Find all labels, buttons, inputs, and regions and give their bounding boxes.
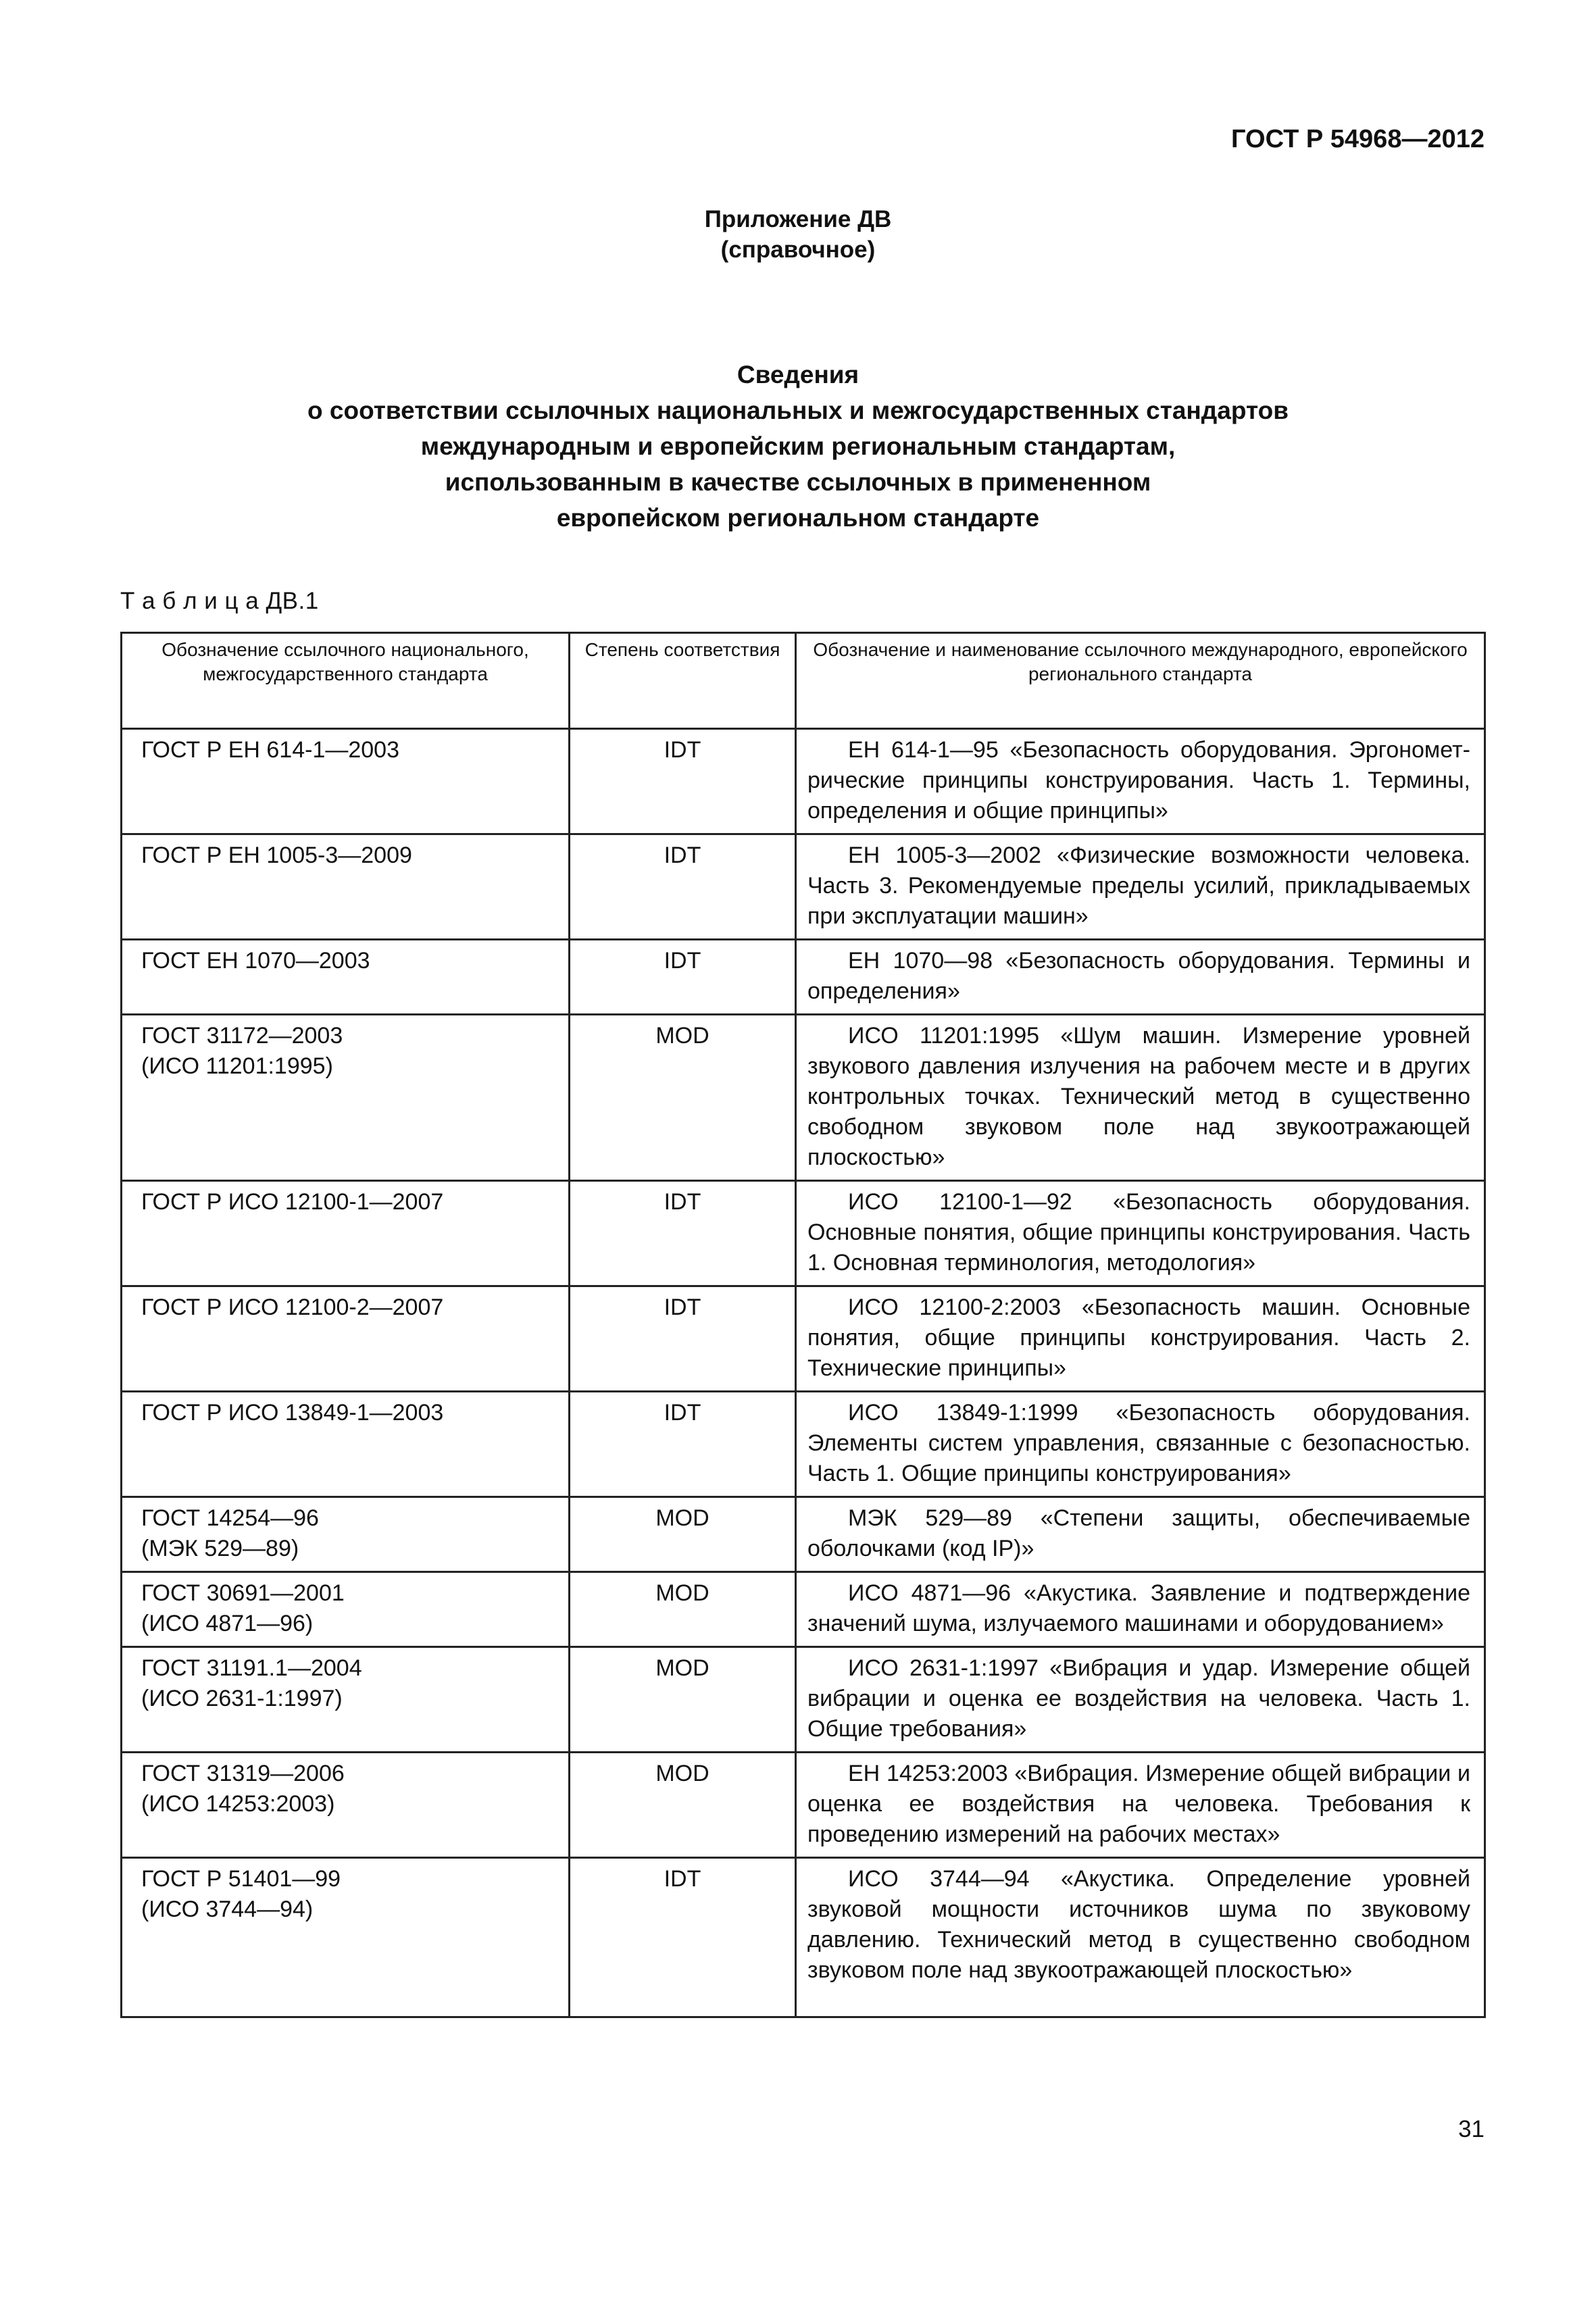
table-row <box>122 1015 1485 1181</box>
national-standard-cell <box>122 1181 570 1286</box>
national-standard-line: ГОСТ Р ЕН 1005-3—2009 <box>141 842 412 868</box>
degree-cell: IDT <box>570 1286 796 1392</box>
national-standard-cell <box>122 1497 570 1572</box>
table-row <box>122 1647 1485 1753</box>
correspondence-table <box>120 632 1486 2018</box>
table-row <box>122 1497 1485 1572</box>
national-standard-line: ГОСТ 31191.1—2004 <box>141 1655 362 1681</box>
table-header-row <box>122 633 1485 729</box>
national-standard-cell <box>122 1286 570 1392</box>
national-standard-cell <box>122 1647 570 1753</box>
degree-cell: IDT <box>570 834 796 940</box>
table-row <box>122 1392 1485 1497</box>
heading-line: использованным в качестве ссылочных в примененном <box>445 468 1151 496</box>
national-standard-cell <box>122 834 570 940</box>
international-standard-cell: ЕН 614-1—95 «Безопасность оборудования. Эргонометрические принципы конструирования. Часть 1. Термины, определения и общие принципы» <box>796 729 1485 834</box>
national-standard-line: ГОСТ Р 51401—99 <box>141 1866 341 1892</box>
national-standard-cell <box>122 1572 570 1647</box>
table-row <box>122 1572 1485 1647</box>
table-body <box>122 729 1485 2017</box>
international-standard-cell: ИСО 12100-1—92 «Безопасность оборудования. Основные понятия, общие принципы конструирования. Часть 1. Основная терминология, методология» <box>796 1181 1485 1286</box>
document-code: ГОСТ Р 54968—2012 <box>1231 125 1485 153</box>
national-standard-cell <box>122 940 570 1015</box>
national-standard-line: ГОСТ 31319—2006 <box>141 1761 345 1786</box>
international-standard-cell: ИСО 13849-1:1999 «Безопасность оборудования. Элементы систем управления, связанные с безопасностью. Часть 1. Общие принципы конструирования» <box>796 1392 1485 1497</box>
annex-type: (справочное) <box>720 236 876 263</box>
annex-title: Приложение ДВ <box>704 206 892 232</box>
degree-cell: MOD <box>570 1753 796 1858</box>
national-standard-cell <box>122 1753 570 1858</box>
heading-line: о соответствии ссылочных национальных и межгосударственных стандартов <box>307 397 1289 424</box>
heading-line: международным и европейским региональным стандартам, <box>420 432 1176 460</box>
column-header-national: Обозначение ссылочного национального, межгосударственного стандарта <box>122 633 570 729</box>
national-standard-line: (ИСО 14253:2003) <box>141 1791 335 1817</box>
heading-line: европейском региональном стандарте <box>556 504 1040 532</box>
international-standard-cell: ИСО 12100-2:2003 «Безопасность машин. Основные понятия, общие принципы конструирования. Часть 2. Технические принципы» <box>796 1286 1485 1392</box>
heading-line: Сведения <box>737 361 859 388</box>
table-row <box>122 1858 1485 2017</box>
section-heading <box>0 357 1596 536</box>
international-standard-cell: МЭК 529—89 «Степени защиты, обеспечиваемые оболочками (код IP)» <box>796 1497 1485 1572</box>
national-standard-line: ГОСТ Р ЕН 614-1—2003 <box>141 737 399 763</box>
national-standard-cell <box>122 1392 570 1497</box>
table-caption: Т а б л и ц а ДВ.1 <box>120 588 319 614</box>
international-standard-cell: ИСО 4871—96 «Акустика. Заявление и подтверждение значений шума, излучаемого машинами и оборудованием» <box>796 1572 1485 1647</box>
national-standard-line: (ИСО 2631-1:1997) <box>141 1686 343 1711</box>
degree-cell: IDT <box>570 1181 796 1286</box>
table-row <box>122 729 1485 834</box>
degree-cell: MOD <box>570 1572 796 1647</box>
national-standard-cell <box>122 1015 570 1181</box>
table-row <box>122 834 1485 940</box>
degree-cell: MOD <box>570 1497 796 1572</box>
column-header-international: Обозначение и наименование ссылочного международного, европейского регионального стандарта <box>796 633 1485 729</box>
national-standard-line: (МЭК 529—89) <box>141 1536 299 1561</box>
national-standard-line: ГОСТ Р ИСО 13849-1—2003 <box>141 1400 444 1426</box>
international-standard-cell: ЕН 14253:2003 «Вибрация. Измерение общей вибрации и оценка ее воздействия на человека. Требования к проведению измерений на рабочих местах» <box>796 1753 1485 1858</box>
table-row <box>122 1753 1485 1858</box>
column-header-degree: Степень соответствия <box>570 633 796 729</box>
international-standard-cell: ЕН 1005-3—2002 «Физические возможности человека. Часть 3. Рекомендуемые пределы усилий, прикладываемых при эксплуатации машин» <box>796 834 1485 940</box>
national-standard-line: (ИСО 11201:1995) <box>141 1053 333 1079</box>
national-standard-line: ГОСТ ЕН 1070—2003 <box>141 948 370 974</box>
national-standard-line: ГОСТ Р ИСО 12100-2—2007 <box>141 1294 444 1320</box>
international-standard-cell: ИСО 3744—94 «Акустика. Определение уровней звуковой мощности источников шума по звуковому давлению. Технический метод в существенно свободном звуковом поле над звукоотражающей плоскостью» <box>796 1858 1485 2017</box>
national-standard-line: ГОСТ Р ИСО 12100-1—2007 <box>141 1189 444 1215</box>
degree-cell: MOD <box>570 1015 796 1181</box>
degree-cell: IDT <box>570 729 796 834</box>
national-standard-line: ГОСТ 14254—96 <box>141 1505 319 1531</box>
international-standard-cell: ИСО 2631-1:1997 «Вибрация и удар. Измерение общей вибрации и оценка ее воздействия на человека. Часть 1. Общие требования» <box>796 1647 1485 1753</box>
international-standard-cell: ИСО 11201:1995 «Шум машин. Измерение уровней звукового давления излучения на рабочем месте и в других контрольных точках. Технический метод в существенно свободном звуковом поле над звукоотражающей плоскостью» <box>796 1015 1485 1181</box>
international-standard-cell: ЕН 1070—98 «Безопасность оборудования. Термины и определения» <box>796 940 1485 1015</box>
table-row <box>122 1286 1485 1392</box>
national-standard-line: ГОСТ 31172—2003 <box>141 1023 343 1049</box>
national-standard-cell <box>122 1858 570 2017</box>
degree-cell: IDT <box>570 940 796 1015</box>
national-standard-line: (ИСО 4871—96) <box>141 1611 314 1636</box>
degree-cell: IDT <box>570 1858 796 2017</box>
national-standard-line: ГОСТ 30691—2001 <box>141 1580 345 1606</box>
national-standard-cell <box>122 729 570 834</box>
page-number: 31 <box>1458 2116 1485 2142</box>
table-row <box>122 940 1485 1015</box>
degree-cell: MOD <box>570 1647 796 1753</box>
national-standard-line: (ИСО 3744—94) <box>141 1896 314 1922</box>
degree-cell: IDT <box>570 1392 796 1497</box>
table-row <box>122 1181 1485 1286</box>
